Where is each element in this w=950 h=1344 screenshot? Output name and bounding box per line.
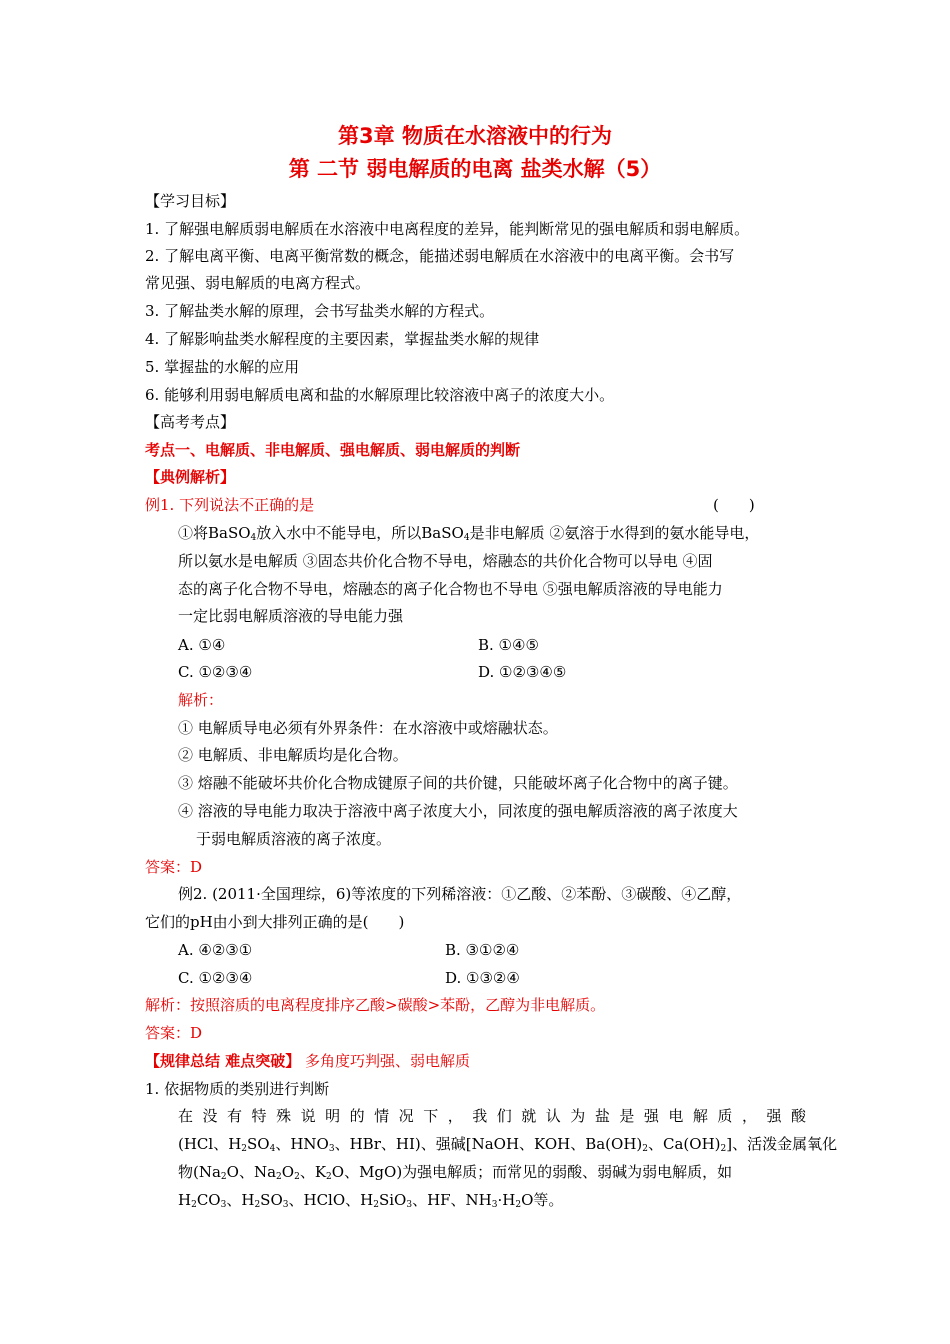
- example-2-explain: 解析：按照溶质的电离程度排序乙酸>碳酸>苯酚，乙醇为非电解质。: [145, 996, 606, 1014]
- example-1-answer-bracket: ( ): [713, 496, 755, 514]
- example-2-option-c: C. ①②③④: [178, 969, 253, 987]
- example-1-stem-line-3: 态的离子化合物不导电，熔融态的离子化合物也不导电 ⑤强电解质溶液的导电能力: [178, 580, 723, 598]
- rules-heading: 【规律总结 难点突破】 多角度巧判强、弱电解质: [145, 1052, 471, 1070]
- example-1-explain-3: ③ 熔融不能破坏共价化合物成键原子间的共价键，只能破坏离子化合物中的离子键。: [178, 774, 738, 792]
- objectives-heading: 【学习目标】: [145, 192, 236, 210]
- example-1-stem-line-1: ①将BaSO$_4$放入水中不能导电，所以BaSO$_4$是非电解质 ②氨溶于水得到的氨水能导电，: [178, 524, 760, 543]
- analysis-heading: 【典例解析】: [145, 468, 236, 486]
- rules-paragraph-line-1: 在没有特殊说明的情况下，我们就认为盐是强电解质，强酸: [178, 1107, 806, 1125]
- example-1-stem-line-4: 一定比弱电解质溶液的导电能力强: [178, 607, 404, 625]
- example-2-option-d: D. ①③②④: [445, 969, 520, 987]
- example-1-option-c: C. ①②③④: [178, 663, 253, 681]
- objective-5: 5. 掌握盐的水解的应用: [145, 358, 300, 376]
- example-2-option-b: B. ③①②④: [445, 941, 520, 959]
- objective-2-cont: 常见强、弱电解质的电离方程式。: [145, 274, 371, 292]
- example-1-question: 例1. 下列说法不正确的是: [145, 496, 315, 514]
- rules-paragraph-line-3: 物($Na_2O$、$Na_2O_2$、$K_2O$、MgO)为强电解质；而常见的弱酸、弱碱为弱电解质，如: [178, 1163, 733, 1182]
- rules-item-1: 1. 依据物质的类别进行判断: [145, 1080, 330, 1098]
- example-1-option-d: D. ①②③④⑤: [478, 663, 567, 681]
- exam-point-1: 考点一、电解质、非电解质、强电解质、弱电解质的判断: [145, 441, 521, 459]
- example-1-explain-4-cont: 于弱电解质溶液的离子浓度。: [196, 830, 392, 848]
- example-1-stem-line-2: 所以氨水是电解质 ③固态共价化合物不导电，熔融态的共价化合物可以导电 ④固: [178, 552, 713, 570]
- example-1-explain-4: ④ 溶液的导电能力取决于溶液中离子浓度大小，同浓度的强电解质溶液的离子浓度大: [178, 802, 738, 820]
- rules-paragraph-line-4: $H_2CO_3$、$H_2SO_3$、HClO、$H_2SiO_3$、HF、$NH_3\cdot H_2O$等。: [178, 1191, 564, 1210]
- rules-paragraph-line-2: (HCl、$H_2SO_4$、$HNO_3$、HBr、HI)、强碱[NaOH、KOH、$Ba(OH)_2$、$Ca(OH)_2$]、活泼金属氧化: [178, 1135, 838, 1154]
- objective-2: 2. 了解电离平衡、电离平衡常数的概念，能描述弱电解质在水溶液中的电离平衡。会书写: [145, 247, 735, 265]
- objective-4: 4. 了解影响盐类水解程度的主要因素，掌握盐类水解的规律: [145, 330, 540, 348]
- example-1-option-a: A. ①④: [178, 636, 226, 654]
- example-1-explain-1: ① 电解质导电必须有外界条件：在水溶液中或熔融状态。: [178, 719, 558, 737]
- section-title: 第 二节 弱电解质的电离 盐类水解（5）: [288, 157, 662, 181]
- example-1-option-b: B. ①④⑤: [478, 636, 539, 654]
- objective-1: 1. 了解强电解质弱电解质在水溶液中电离程度的差异，能判断常见的强电解质和弱电解质。: [145, 220, 750, 238]
- example-1-explain-2: ② 电解质、非电解质均是化合物。: [178, 746, 408, 764]
- chapter-title: 第3章 物质在水溶液中的行为: [338, 124, 612, 148]
- exam-heading: 【高考考点】: [145, 413, 236, 431]
- objective-6: 6. 能够利用弱电解质电离和盐的水解原理比较溶液中离子的浓度大小。: [145, 386, 615, 404]
- example-2-question-line-1: 例2. (2011·全国理综，6)等浓度的下列稀溶液：①乙酸、②苯酚、③碳酸、④乙醇，: [178, 885, 742, 903]
- example-1-explain-label: 解析：: [178, 691, 224, 709]
- example-2-answer: 答案：D: [145, 1024, 203, 1042]
- example-2-question-line-2: 它们的pH由小到大排列正确的是( ): [145, 913, 405, 931]
- objective-3: 3. 了解盐类水解的原理，会书写盐类水解的方程式。: [145, 302, 495, 320]
- example-2-option-a: A. ④②③①: [178, 941, 253, 959]
- example-1-answer: 答案：D: [145, 858, 203, 876]
